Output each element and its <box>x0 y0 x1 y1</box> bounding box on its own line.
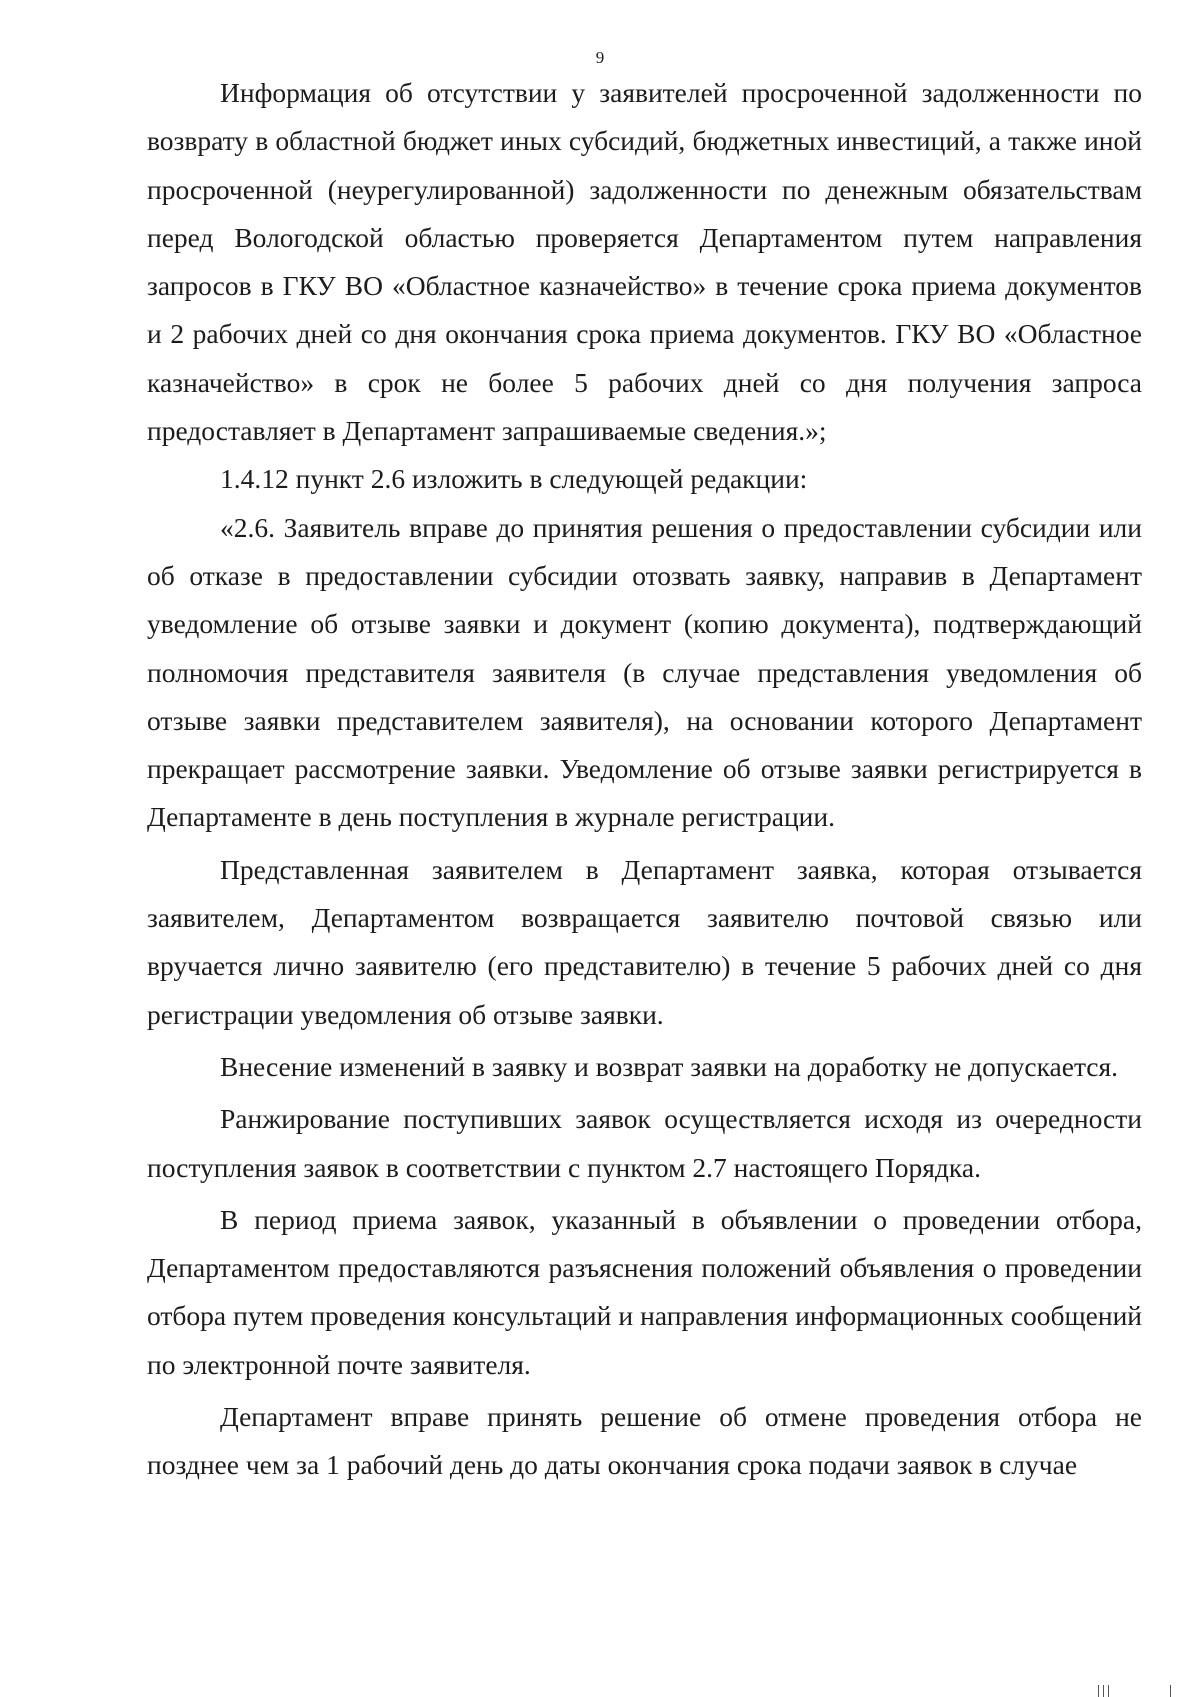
paragraph-treasury-check: Информация об отсутствии у заявителей просроченной задолженности по возврату в областной бюджет иных субсидий, бюджетных инвестиций, а также иной просроченной (неурегулированной) задолженности по денежным обязательствам перед Вологодской областью проверяется Департаментом путем направления запросов в ГКУ ВО «Областное казначейство» в течение срока приема документов и 2 рабочих дней со дня окончания срока приема документов. ГКУ ВО «Областное казначейство» в срок не более 5 рабочих дней со дня получения запроса предоставляет в Департамент запрашиваемые сведения.»; <box>147 77 1142 447</box>
scan-mark <box>1103 1685 1104 1697</box>
paragraph-cancellation: Департамент вправе принять решение об отмене проведения отбора не позднее чем за 1 рабочий день до даты окончания срока подачи заявок в случае <box>147 1401 1142 1481</box>
paragraph-withdrawal-right: «2.6. Заявитель вправе до принятия решения о предоставлении субсидии или об отказе в предоставлении субсидии отозвать заявку, направив в Департамент уведомление об отзыве заявки и документ (копию документа), подтверждающий полномочия представителя заявителя (в случае представления уведомления об отзыве заявки представителем заявителя), на основании которого Департамент прекращает рассмотрение заявки. Уведомление об отзыве заявки регистрируется в Департаменте в день поступления в журнале регистрации. <box>147 511 1142 833</box>
paragraph-clarifications: В период приема заявок, указанный в объявлении о проведении отбора, Департаментом предоставляются разъяснения положений объявления о проведении отбора путем проведения консультаций и направления информационных сообщений по электронной почте заявителя. <box>147 1203 1142 1380</box>
document-body <box>147 69 1142 1490</box>
scan-mark <box>1098 1685 1099 1697</box>
paragraph-application-return: Представленная заявителем в Департамент заявка, которая отзывается заявителем, Департаментом возвращается заявителю почтовой связью или вручается лично заявителю (его представителю) в течение 5 рабочих дней со дня регистрации уведомления об отзыве заявки. <box>147 853 1142 1030</box>
scan-mark <box>1170 1685 1171 1697</box>
page-number: 9 <box>595 48 605 67</box>
scan-mark <box>1108 1685 1109 1697</box>
paragraph-amendment-header: 1.4.12 пункт 2.6 изложить в следующей редакции: <box>220 463 808 495</box>
paragraph-no-changes: Внесение изменений в заявку и возврат заявки на доработку не допускается. <box>220 1050 1119 1082</box>
paragraph-ranking: Ранжирование поступивших заявок осуществляется исходя из очередности поступления заявок в соответствии с пунктом 2.7 настоящего Порядка. <box>147 1103 1142 1183</box>
